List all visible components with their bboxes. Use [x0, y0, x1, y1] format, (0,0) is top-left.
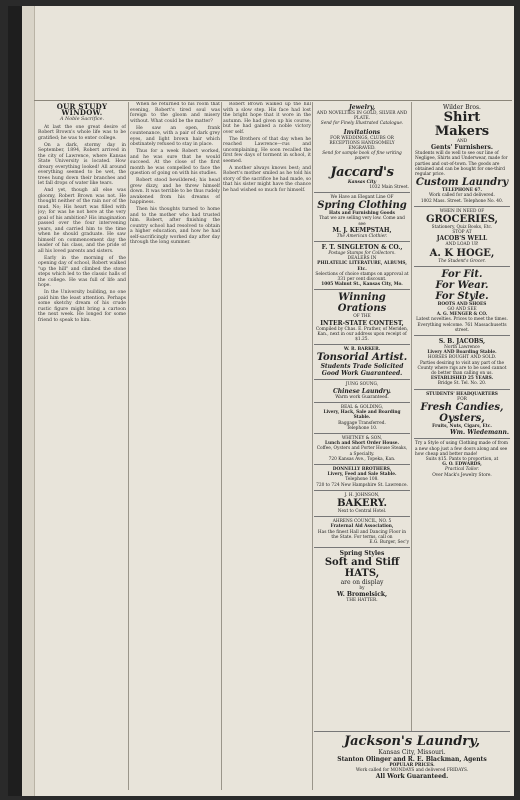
- orations-ad: [314, 290, 410, 345]
- ad-subtitle: Warm work Guaranteed.: [335, 394, 389, 400]
- ad-title: For Fit.: [441, 268, 483, 280]
- ad-tagline: Practical Tailor.: [444, 467, 480, 473]
- ad-body: Has the finest Hall and Dancing Floor in the State. For terms, call on: [317, 529, 407, 540]
- ad-title: For Style.: [435, 290, 489, 302]
- ad-line: OF THE: [353, 314, 371, 320]
- ad-body: Selections of choice stamps on approval at 331 per cent discount.: [315, 271, 409, 283]
- story-column-2: [130, 102, 220, 790]
- candies-ad: [414, 390, 510, 440]
- ad-title: Spring Clothing: [317, 200, 407, 212]
- ad-body: Compiled by Chas. E. Prather, of Meriden, Kan., next in our address upon receipt of $1.25.: [315, 326, 409, 343]
- story-paragraph: The Brothers of that day when he reached Lawrence—rus and uncomplaining, He soon recalled the first few days of torment in school, it seemed.: [223, 136, 311, 164]
- ad-subtitle: Next to Central Hotel.: [337, 508, 387, 514]
- tailor-ad: [414, 439, 510, 479]
- ad-address: 720 Kansas Ave., Topeka, Kan.: [328, 456, 396, 462]
- ad-subtitle: Students Trade Solicited: [320, 363, 404, 371]
- ad-footer: Good Work Guaranteed.: [321, 370, 403, 378]
- story-paragraph: At last the one great desire of Robert Brown's whole life was to be gratified; he was to enter college.: [38, 124, 126, 141]
- ad-address: 1032 Main Street.: [369, 184, 409, 190]
- ad-address: 720 to 724 New Hampshire St. Lawrence.: [316, 482, 408, 488]
- ad-body: Parties desiring to visit any part of the County where rigs are to be used cannot do better than calling on us.: [417, 360, 507, 377]
- ad-address: 1002 Mass. Street. Telephone No. 40.: [420, 198, 504, 204]
- shoes-ad: [414, 267, 510, 336]
- jewelry-ad: [314, 102, 410, 193]
- ad-title: STUDENTS' HEADQUARTERS: [426, 391, 498, 397]
- column-rule: [128, 102, 129, 790]
- ad-subtitle: Fruits, Nuts, Cigars, Etc.: [432, 424, 492, 430]
- ad-address: Over Mack's Jewelry Store.: [432, 472, 492, 478]
- ad-line: AND: [456, 139, 468, 144]
- ad-line: by: [359, 586, 365, 592]
- ad-merchant: DONNELLY BROTHERS,: [332, 466, 392, 472]
- barber-ad: [314, 345, 410, 380]
- column-rule: [221, 102, 222, 790]
- ad-title: Lunch and Short Order House.: [325, 441, 399, 447]
- column-rule: [411, 102, 412, 790]
- ad-merchant: Wm. Wiedemann.: [449, 429, 509, 437]
- ad-merchant: S. B. JACOBS,: [438, 338, 486, 346]
- ad-title: Jewelry,: [348, 104, 376, 111]
- binding-shadow: [8, 6, 22, 796]
- ad-subtitle: Stationery, Quiz Books, Etc.: [431, 225, 493, 231]
- ad-subtitle: Baggage Transferred.: [338, 420, 386, 426]
- ad-merchant: M. J. KEMPSTAH,: [332, 226, 392, 234]
- story-paragraph: Then his thoughts turned to home and to the mother who had trusted him. Robert, after finishing the country school had resolved to obtain a higher education, and how he had self-sacrificingly worked day after day through the long summer.: [130, 207, 220, 245]
- ad-title: Livery, Feed and Sale Stable.: [327, 472, 397, 478]
- ad-lead: WHEN IN NEED OF: [439, 208, 485, 214]
- ad-established: ESTABLISHED 25 YEARS.: [430, 376, 494, 382]
- hats-ad: [314, 548, 410, 605]
- ad-subtitle: HATS,: [344, 568, 380, 580]
- ad-title: BAKERY.: [337, 497, 387, 509]
- ad-subtitle: Postage Stamps for Collectors.: [328, 251, 396, 257]
- clothing-ad: [314, 193, 410, 242]
- ad-title: Fraternal Aid Association,: [330, 524, 394, 530]
- ad-title: Livery AND Boarding Stable.: [427, 350, 497, 356]
- ad-subtitle: Hats and Furnishing Goods: [329, 211, 395, 217]
- ad-line: STOP AT: [452, 230, 472, 236]
- ad-merchant: J. H. JOHNSON,: [344, 492, 380, 498]
- jaccards-logo: Jaccard's: [330, 164, 394, 180]
- ad-merchant: Wilder Bros.: [443, 104, 481, 111]
- ad-body: Work called for MONDAYS and delivered FRIDAYS.: [355, 768, 469, 774]
- ad-title: PHILATELIC LITERATURE, ALBUMS, Etc.: [317, 261, 407, 272]
- ad-headline: Custom Laundry: [415, 177, 509, 189]
- ads-column-2: [414, 102, 510, 790]
- ad-title: GROCERIES,: [425, 214, 499, 226]
- ad-title: Spring Styles: [339, 550, 385, 558]
- story-paragraph: On a dark, stormy day in September, 1894, Robert arrived in the city of Lawrence, where Kansas State University is located. How dreary everything looked! All around everything seemed to be wet, the trees hung down their branches and let fall drops of water like tears.: [38, 142, 126, 186]
- ad-line: GO AND SEE: [447, 307, 477, 313]
- bakery-ad: [314, 491, 410, 517]
- ad-headline: Soft and Stiff: [324, 557, 400, 569]
- ad-address: Bridge St. Tel. No. 20.: [437, 381, 487, 387]
- ad-title: Invitations: [343, 128, 381, 136]
- boarding-stable-ad: [414, 336, 510, 390]
- column-heading: OUR STUDY WINDOW.: [56, 102, 108, 117]
- ad-title: Chinese Laundry.: [333, 387, 391, 395]
- ad-subtitle: INTER-STATE CONTEST,: [320, 319, 404, 327]
- ad-note: Send for sample book of fine writing papers: [322, 151, 402, 162]
- ad-note: Suits $15. Pants to proportion, at: [425, 456, 499, 462]
- ad-line: FOR: [457, 396, 467, 402]
- stamps-ad: [314, 242, 410, 290]
- story-paragraph: Early in the morning of the opening day of school, Robert walked "up the hill" and climbed the stone steps which led to the classic halls of the college. He was full of life and hope.: [38, 255, 126, 288]
- story-paragraph: When he returned to his room that evening, Robert's tired soul was foreign to the gloom and misery without. What could be the matter?: [130, 102, 220, 124]
- story-paragraph: And yet, though all else was gloomy, Robert Brown was not. He thought neither of the rain nor of the mud. No; His heart was filled with joy; for was he not here at the very goal of his ambition? His imagination passed over the four intervening years, and carried him to the time when he should graduate. He saw himself on commencement day the leader of his class, and the pride of all his loved parents and sisters.: [38, 188, 126, 254]
- ad-title: Tonsorial Artist.: [316, 352, 408, 364]
- ad-merchant: JUNG SOUNG,: [345, 382, 379, 388]
- grocer-ad: [414, 207, 510, 267]
- ad-line: AND LOAD UP.: [445, 242, 479, 248]
- story-paragraph: Robert Brown walked up the hill with a slow step. His face had lost the bright hope that it wore in the autumn. He had given up his course, but he had gained a noble victory over self.: [223, 102, 311, 135]
- ad-title: Winning Orations: [337, 292, 387, 315]
- ad-note: Send for Finely Illustrated Catalogue.: [320, 121, 404, 127]
- ad-body: AND NOVELTIES IN GOLD, SILVER AND PLATE.: [316, 111, 408, 122]
- ad-tagline: The American Clothier.: [336, 233, 388, 239]
- ad-signature: E.G. Burger, Sec'y: [369, 539, 409, 545]
- ad-phone: Telephone 10.: [346, 425, 378, 431]
- story-paragraph: Robert stood bewildered; his head grew dizzy, and he threw himself down. It was terrible to be thus rudely awakened from his dreams of happiness.: [130, 178, 220, 205]
- ad-subtitle: North Lawrence: [444, 345, 480, 351]
- ad-city: Kansas City, Missouri.: [378, 749, 446, 756]
- ad-tagline: The Student's Grocer.: [438, 258, 486, 264]
- lunch-ad: [314, 434, 410, 465]
- story-paragraph: A mother always knows best; and Robert's mother smiled as he told his story of the sacrifice he had made, so that his sister might have the chance he had wished so much for himself.: [223, 165, 311, 193]
- ad-merchant: BEAL & GOLDING,: [340, 404, 384, 410]
- ad-merchant: W. R. BARKER.: [343, 347, 381, 353]
- ad-title: Jackson's Laundry,: [343, 734, 480, 749]
- ad-body: Try a Style of using Clothing made of from a new shop just a few doors along and see how cheap and better made!: [415, 441, 508, 457]
- ad-headline: Fresh Candies, Oysters,: [420, 402, 504, 425]
- ad-phone: TELEPHONE 67.: [442, 188, 482, 194]
- livery-ad: [314, 403, 410, 434]
- ad-merchant: G. O. EDWARDS,: [442, 462, 482, 468]
- ad-title: Shirt Makers: [434, 110, 490, 139]
- ad-title: Livery, Hack, Sale and Boarding Stable.: [323, 410, 401, 421]
- ad-merchant: A. K HOGE,: [429, 247, 495, 259]
- ad-phone: Telephone 108.: [345, 477, 379, 483]
- ad-line: DEALERS IN: [347, 256, 377, 262]
- stable-ad: [314, 465, 410, 491]
- ad-line: HORSES BOUGHT AND SOLD.: [427, 355, 497, 361]
- ad-tagline: POPULAR PRICES.: [389, 763, 435, 768]
- laundry-ad: [314, 380, 410, 402]
- ads-column-1: [314, 102, 410, 790]
- ad-subtitle: BOOTS AND SHOES: [437, 301, 487, 307]
- ad-merchant: AHRENS COUNCIL, NO. 5: [332, 519, 392, 525]
- column-subhead: A Noble Sacrifice.: [60, 117, 104, 122]
- ad-body: Students will do well to see our line of Negligee, Shirts and Underwear, made for parties and out-of-town. The goods are obtained and can be bought for one-third regular price.: [415, 151, 508, 178]
- ad-body: Coffee, Oysters and Porter House Steaks, a Specialty.: [316, 446, 408, 457]
- ad-body: Latest novelties. Prices to meet the times. Everything welcome. 761 Massachusetts street.: [416, 317, 508, 333]
- ad-merchant: W. Bromelsick,: [336, 591, 388, 599]
- ad-footer: All Work Guaranteed.: [375, 773, 449, 781]
- ad-body: That we are selling very low. Come and see: [319, 216, 405, 227]
- story-paragraph: In the University building, no one paid him the least attention. Perhaps some sketchy dream of his crude rustic figure might bring a cartoon the next week. He longed for some friend to speak to him.: [38, 290, 126, 323]
- ad-title: For Wear.: [435, 279, 489, 291]
- jacksons-laundry-ad: [314, 731, 510, 790]
- ad-merchant: F. T. SINGLETON & CO.,: [321, 244, 403, 252]
- shirt-makers-ad: [414, 102, 510, 207]
- ad-merchant: A. G. MENGER & CO.: [436, 312, 488, 318]
- ad-tagline: THE HATTER.: [346, 598, 378, 604]
- ad-agents: Stanton Olinger and R. E. Blackman, Agents: [337, 756, 487, 763]
- ad-line: are on display: [340, 579, 384, 587]
- newspaper-page: [8, 6, 514, 796]
- ad-city: Kansas City: [347, 179, 377, 185]
- story-column-1: [38, 102, 126, 790]
- ad-merchant: WHITNEY & SON,: [341, 435, 383, 441]
- ad-body: FOR WEDDINGS, CLUBS OR RECEPTIONS HANDSOMELY ENGRAVED.: [329, 135, 395, 152]
- ad-subtitle: Gents' Furnishers.: [431, 144, 493, 152]
- story-paragraph: Thus for a week Robert worked, and he was sure that he would succeed. At the close of the first month he was compelled to face the question of going on with his studies.: [130, 149, 220, 176]
- association-ad: [314, 517, 410, 548]
- story-paragraph: He saw an open, frank countenance, with a pair of dark grey eyes, and light brown hair which obstinately refused to stay in place.: [130, 125, 220, 147]
- ad-note: Work called for and delivered.: [429, 193, 495, 199]
- ad-headline: JACOB'S WELL: [436, 235, 488, 243]
- column-rule: [312, 102, 313, 790]
- story-column-3: [223, 102, 311, 790]
- ad-lead: We Have an Elegant Line OF: [330, 195, 394, 201]
- ad-address: 1005 Walnut St., Kansas City, Mo.: [321, 282, 403, 288]
